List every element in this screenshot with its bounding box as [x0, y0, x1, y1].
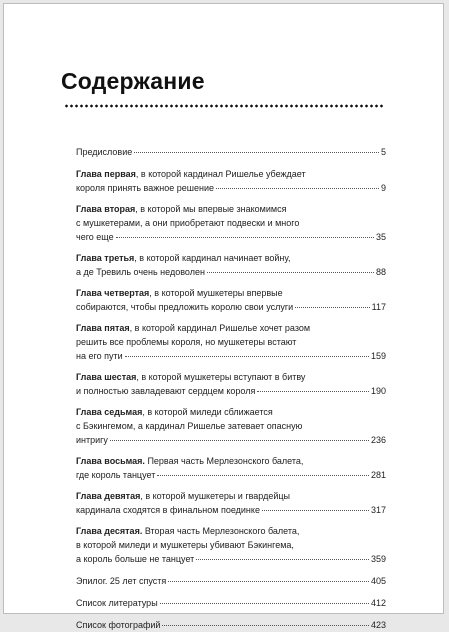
entry-text: , в которой мушкетеры впервые: [149, 288, 283, 298]
toc-entry[interactable]: [76, 370, 386, 398]
entry-text: с Бэкингемом, а кардинал Ришелье затевает опасную: [76, 421, 303, 431]
entry-text: , в которой кардинал Ришелье убеждает: [135, 169, 306, 179]
entry-text: с мушкетерами, а они приобретают подвески и много: [76, 218, 300, 228]
entry-text: , в которой миледи сближается: [142, 407, 273, 417]
entry-text: Предисловие: [76, 147, 133, 157]
entry-text: в которой миледи и мушкетеры убивают Бэкингема,: [76, 540, 294, 550]
toc-entry[interactable]: [76, 167, 386, 195]
entry-text: Список литературы: [76, 598, 158, 608]
entry-text: а король больше не танцует: [76, 554, 195, 564]
page-number: 88: [375, 267, 386, 277]
table-of-contents: [76, 145, 386, 632]
entry-text: короля принять важное решение: [76, 183, 214, 193]
toc-entry[interactable]: [76, 286, 386, 314]
page-number: 9: [380, 183, 386, 193]
page-number: 159: [370, 351, 386, 361]
chapter-heading: Глава четвертая: [76, 288, 150, 298]
entry-text: кардинала сходятся в финальном поединке: [76, 505, 260, 515]
toc-entry[interactable]: [76, 524, 386, 566]
page-number: 236: [370, 435, 386, 445]
page-number: 35: [375, 232, 386, 242]
toc-entry[interactable]: [76, 405, 386, 447]
entry-text: а де Тревиль очень недоволен: [76, 267, 205, 277]
chapter-heading: Глава восьмая.: [76, 456, 145, 466]
toc-entry[interactable]: [76, 596, 386, 610]
toc-entry[interactable]: [76, 251, 386, 279]
entry-text: Список фотографий: [76, 620, 161, 630]
entry-text: , в которой кардинал Ришелье хочет разом: [129, 323, 311, 333]
title-dotted-rule: [64, 104, 385, 108]
entry-text: собираются, чтобы предложить королю свои услуги: [76, 302, 294, 312]
page-number: 423: [370, 620, 386, 630]
entry-text: чего еще: [76, 232, 114, 242]
book-page: [3, 3, 444, 630]
page-number: 405: [370, 576, 386, 586]
entry-text: интригу: [76, 435, 108, 445]
page-number: 359: [370, 554, 386, 564]
page-number: 190: [370, 386, 386, 396]
toc-entry[interactable]: [76, 489, 386, 517]
toc-entry[interactable]: [76, 145, 386, 159]
chapter-heading: Глава десятая.: [76, 526, 143, 536]
page-number: 317: [370, 505, 386, 515]
toc-entry[interactable]: [76, 574, 386, 588]
entry-text: Эпилог. 25 лет спустя: [76, 576, 167, 586]
page-title: Содержание: [61, 68, 205, 94]
chapter-heading: Глава пятая: [76, 323, 130, 333]
page-number: 281: [370, 470, 386, 480]
toc-entry[interactable]: [76, 321, 386, 363]
entry-text: на его пути: [76, 351, 123, 361]
entry-text: , в которой кардинал начинает войну,: [134, 253, 291, 263]
chapter-heading: Глава седьмая: [76, 407, 143, 417]
page-number: 117: [371, 302, 386, 312]
chapter-heading: Глава шестая: [76, 372, 137, 382]
entry-text: Первая часть Мерлезонского балета,: [144, 456, 304, 466]
toc-entry[interactable]: [76, 454, 386, 482]
toc-entry[interactable]: [76, 618, 386, 632]
entry-text: решить все проблемы короля, но мушкетеры встают: [76, 337, 297, 347]
entry-text: и полностью завладевают сердцем короля: [76, 386, 256, 396]
chapter-heading: Глава девятая: [76, 491, 141, 501]
chapter-heading: Глава вторая: [76, 204, 136, 214]
page-number: 412: [370, 598, 386, 608]
entry-text: где король танцует: [76, 470, 156, 480]
toc-entry[interactable]: [76, 202, 386, 244]
entry-text: , в которой мушкетеры вступают в битву: [136, 372, 306, 382]
entry-text: Вторая часть Мерлезонского балета,: [142, 526, 300, 536]
chapter-heading: Глава первая: [76, 169, 136, 179]
entry-text: , в которой мушкетеры и гвардейцы: [140, 491, 291, 501]
page-number: 5: [380, 147, 386, 157]
chapter-heading: Глава третья: [76, 253, 135, 263]
entry-text: , в которой мы впервые знакомимся: [135, 204, 287, 214]
